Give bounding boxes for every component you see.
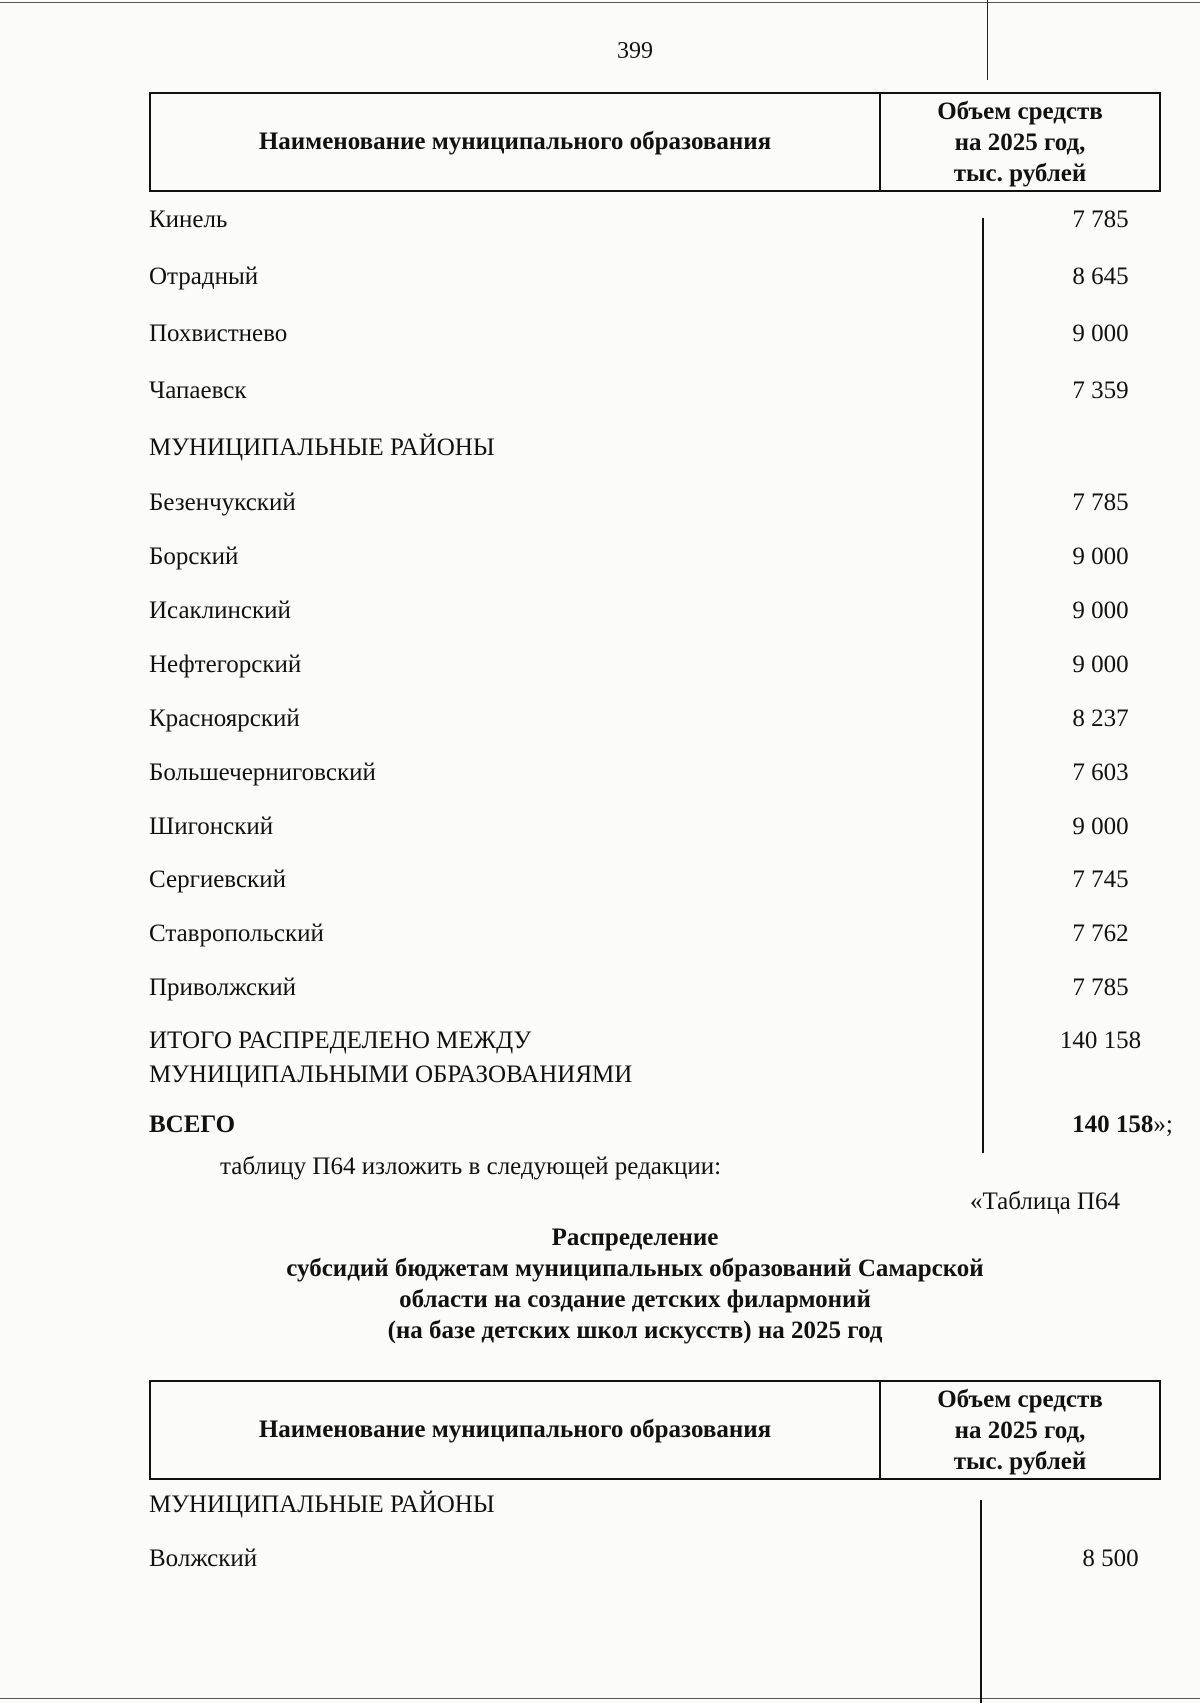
page-number: 399 [617,38,653,64]
table2-header [149,1380,1161,1480]
total-label-line: МУНИЦИПАЛЬНЫМИ ОБРАЗОВАНИЯМИ [149,1061,633,1088]
row-value: 7 785 [1072,489,1129,516]
row-value: 8 500 [1082,1545,1139,1572]
header-volume-line: Объем средств [937,1385,1103,1413]
row-value: 7 745 [1072,866,1129,893]
table-label: «Таблица П64 [970,1188,1120,1215]
grand-total-value: 140 158 [1072,1111,1154,1138]
header-volume-line: на 2025 год, [954,1416,1086,1444]
row-name: Волжский [149,1545,258,1572]
caption-line: Распределение [551,1224,719,1251]
row-value: 9 000 [1072,597,1129,624]
row-value: 8 645 [1072,263,1129,290]
caption-line: области на создание детских филармоний [399,1286,871,1313]
table1-header-name: Наименование муниципального образования [151,94,881,190]
total-label-line: ИТОГО РАСПРЕДЕЛЕНО МЕЖДУ [149,1027,532,1054]
row-name: Нефтегорский [149,651,302,678]
row-value: 7 785 [1072,206,1129,233]
quote-close: »; [1153,1111,1173,1138]
table1-column-divider [982,218,984,1153]
instruction-text: таблицу П64 изложить в следующей редакции: [220,1153,722,1180]
row-name: Отрадный [149,263,259,290]
grand-total-label: ВСЕГО [149,1111,236,1138]
row-name: Сергиевский [149,866,286,893]
section-heading: МУНИЦИПАЛЬНЫЕ РАЙОНЫ [149,1491,495,1518]
row-name: Приволжский [149,974,297,1001]
row-value: 7 762 [1072,920,1129,947]
total-distributed-label [149,1024,632,1092]
header-volume-line: Объем средств [937,97,1103,125]
header-volume-line: на 2025 год, [954,128,1086,156]
row-name: Кинель [149,206,228,233]
total-distributed-value: 140 158 [1059,1027,1142,1054]
table2-header-name: Наименование муниципального образования [151,1382,881,1478]
row-name: Борский [149,543,239,570]
row-value: 9 000 [1072,543,1129,570]
row-value: 9 000 [1072,651,1129,678]
row-name: Исаклинский [149,597,291,624]
row-name: Похвистнево [149,320,288,347]
row-value: 9 000 [1072,813,1129,840]
scan-edge-line [0,1698,1200,1699]
row-name: Шигонский [149,813,274,840]
row-name: Ставропольский [149,920,324,947]
table1-header [149,92,1161,192]
row-name: Красноярский [149,705,300,732]
row-value: 7 603 [1072,759,1129,786]
section-heading: МУНИЦИПАЛЬНЫЕ РАЙОНЫ [149,434,495,461]
row-name: Чапаевск [149,377,247,404]
caption-line: (на базе детских школ искусств) на 2025 год [387,1317,883,1344]
table-caption [0,1222,1200,1346]
table2-header-volume [881,1382,1159,1478]
row-value: 7 359 [1072,377,1129,404]
scan-edge-line [0,2,1200,3]
row-value: 8 237 [1072,705,1129,732]
header-volume-line: тыс. рублей [953,159,1087,187]
row-value: 7 785 [1072,974,1129,1001]
table2-column-divider [980,1500,982,1703]
grand-total-value-cell [1001,1108,1200,1142]
row-name: Большечерниговский [149,759,376,786]
caption-line: субсидий бюджетам муниципальных образований Самарской [286,1255,984,1282]
row-name: Безенчукский [149,489,296,516]
table1-header-volume [881,94,1159,190]
header-volume-line: тыс. рублей [953,1447,1087,1475]
row-value: 9 000 [1072,320,1129,347]
